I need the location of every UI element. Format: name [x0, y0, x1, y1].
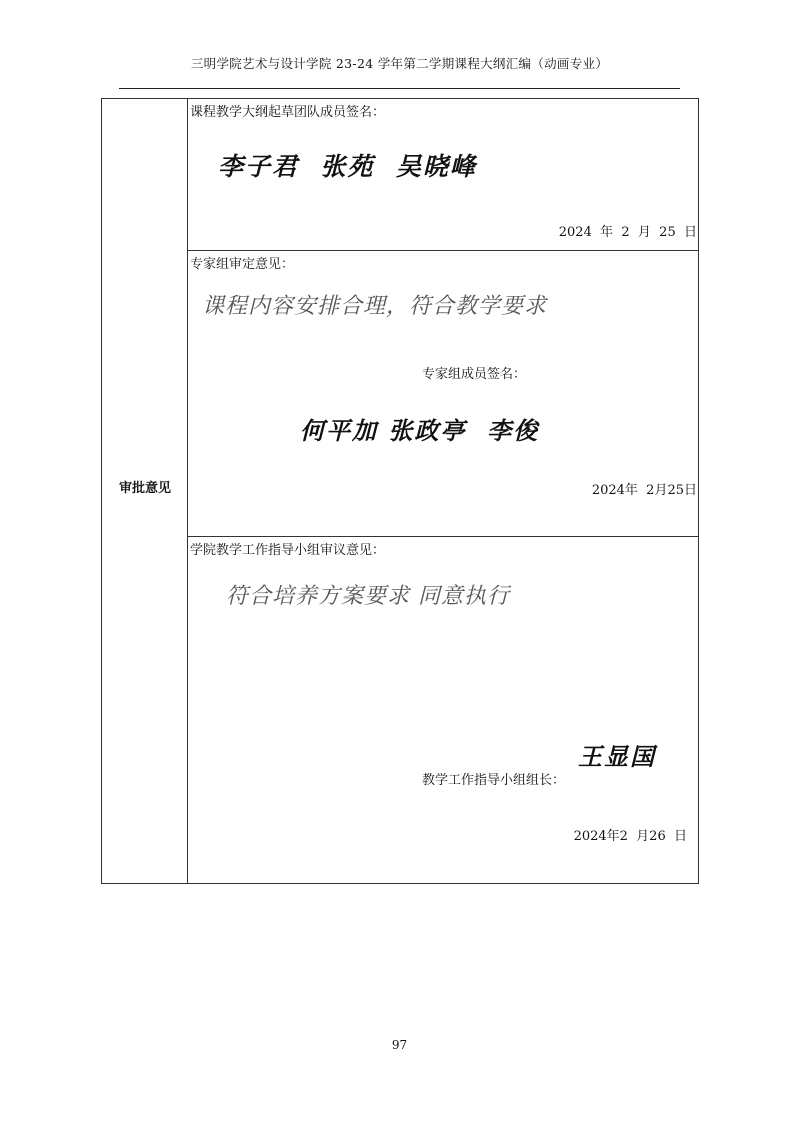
approval-opinion-label: 审批意见 — [118, 481, 171, 496]
college-review-comment: 符合培养方案要求 同意执行 — [226, 584, 510, 609]
college-review-title: 学院教学工作指导小组审议意见： — [190, 543, 386, 558]
college-review-section — [188, 537, 699, 883]
approval-table — [101, 98, 699, 884]
left-column — [102, 99, 188, 883]
expert-review-title: 专家组审定意见： — [190, 257, 295, 272]
expert-signatures: 何平加 张政亭 李俊 — [300, 417, 540, 445]
expert-review-comment: 课程内容安排合理，符合教学要求 — [202, 294, 548, 319]
expert-member-label: 专家组成员签名： — [422, 367, 527, 382]
group-leader-signature: 王显国 — [578, 743, 656, 771]
drafting-date: 2024 年 2 月 25 日 — [558, 225, 697, 240]
drafting-team-section — [188, 99, 699, 251]
header-rule — [119, 88, 680, 89]
expert-review-section — [188, 251, 699, 537]
college-review-date: 2024年2 月26 日 — [573, 829, 687, 844]
page-header: 三明学院艺术与设计学院 23-24 学年第二学期课程大纲汇编（动画专业） — [190, 56, 609, 71]
expert-review-date: 2024年 2月25日 — [591, 483, 697, 498]
drafting-team-title: 课程教学大纲起草团队成员签名： — [190, 105, 386, 120]
group-leader-label: 教学工作指导小组组长： — [422, 773, 566, 788]
drafting-team-signatures: 李子君 张苑 吴晓峰 — [218, 152, 477, 181]
page-number: 97 — [391, 1038, 408, 1052]
